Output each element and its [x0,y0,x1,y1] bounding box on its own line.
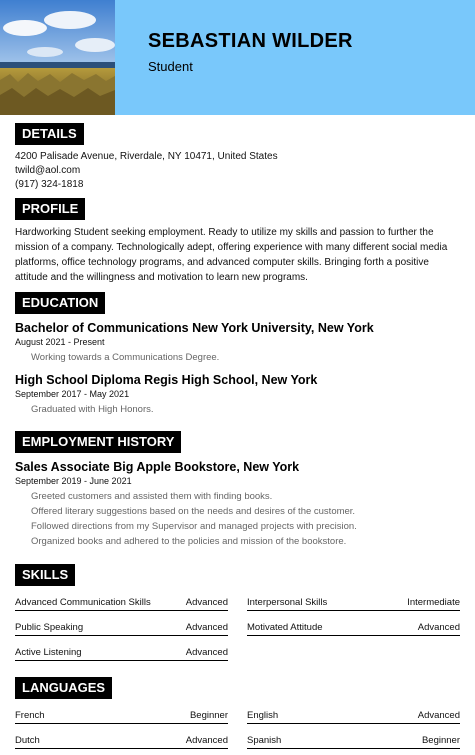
language-level: Beginner [421,735,460,746]
skill-name: Public Speaking [15,622,84,633]
entry-date: August 2021 - Present [15,337,105,347]
details-heading: DETAILS [15,123,84,145]
language-level: Beginner [189,710,228,721]
profile-line: platforms, office technology programs, and advanced computer skills. Bringing forth a positive [15,257,429,268]
entry-date: September 2017 - May 2021 [15,389,130,399]
skill-level: Intermediate [407,597,460,608]
language-level: Advanced [417,710,460,721]
profile-photo [0,0,115,115]
education-entry [15,372,460,417]
email-text: twild@aol.com [15,165,81,176]
skill-name: Motivated Attitude [247,622,323,633]
skill-row [15,611,228,636]
resume-body [15,123,460,749]
languages-heading: LANGUAGES [15,677,112,699]
skill-name: Advanced Communication Skills [15,597,151,608]
resume-header [0,0,475,115]
profile-line: attitude and the willingness and motivation to learn new programs. [15,272,308,283]
employment-section [15,431,460,549]
skill-level: Advanced [417,622,460,633]
language-name: Dutch [15,735,40,746]
details-section [15,123,460,192]
candidate-name: SEBASTIAN WILDER [148,30,353,52]
language-name: English [247,710,279,721]
entry-bullet: Organized books and adhered to the policies and mission of the bookstore. [31,536,347,547]
education-entry [15,320,460,365]
skill-row [247,586,460,611]
language-row [15,724,228,749]
skill-name: Active Listening [15,647,82,658]
skill-row [15,636,228,661]
entry-title: High School Diploma Regis High School, New York [15,373,318,387]
language-row [247,724,460,749]
skill-row [247,611,460,636]
language-name: Spanish [247,735,282,746]
entry-bullet: Followed directions from my Supervisor and managed projects with precision. [31,521,357,532]
phone-text: (917) 324-1818 [15,179,84,190]
entry-bullet: Greeted customers and assisted them with finding books. [31,491,273,502]
entry-date: September 2019 - June 2021 [15,476,132,486]
candidate-role: Student [148,59,193,74]
skill-level: Advanced [185,597,228,608]
skills-heading: SKILLS [15,564,75,586]
education-heading: EDUCATION [15,292,105,314]
profile-heading: PROFILE [15,198,85,220]
skill-level: Advanced [185,647,228,658]
skill-level: Advanced [185,622,228,633]
landscape-photo-icon [0,0,115,115]
language-row [15,699,228,724]
profile-line: mission of a company. Technologically adept, offering experience with many different social media [15,242,448,253]
language-name: French [15,710,45,721]
languages-section [15,677,460,749]
language-row [247,699,460,724]
employment-entry [15,459,460,549]
address-text: 4200 Palisade Avenue, Riverdale, NY 10471, United States [15,151,278,162]
education-section [15,292,460,417]
entry-title: Sales Associate Big Apple Bookstore, New York [15,460,300,474]
profile-line: Hardworking Student seeking employment. Ready to utilize my skills and passion to further the [15,227,434,238]
language-level: Advanced [185,735,228,746]
entry-bullet: Offered literary suggestions based on the needs and desires of the customer. [31,506,356,517]
entry-title: Bachelor of Communications New York University, New York [15,321,374,335]
entry-description: Graduated with High Honors. [31,404,154,415]
skill-row [15,586,228,611]
skills-section [15,564,460,661]
entry-description: Working towards a Communications Degree. [31,352,220,363]
employment-heading: EMPLOYMENT HISTORY [15,431,181,453]
profile-section [15,198,460,285]
skill-name: Interpersonal Skills [247,597,328,608]
